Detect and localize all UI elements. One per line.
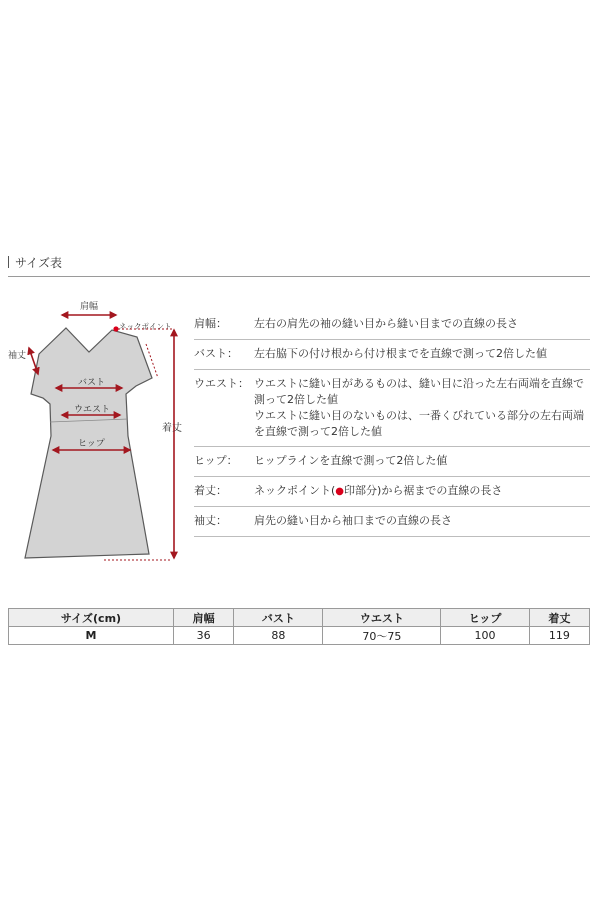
term-hip: ヒップ： <box>194 454 238 467</box>
label-waist: ウエスト <box>74 405 111 415</box>
label-shoulder: 肩幅 <box>80 302 99 312</box>
desc-bust: 左右脇下の付け根から付け根までを直線で測って2倍した値 <box>254 347 547 360</box>
desc-length-part2: 印部分)から裾までの直線の長さ <box>344 484 503 497</box>
cell-bust: 88 <box>234 627 323 645</box>
label-neck-point: ネックポイント <box>119 322 172 331</box>
desc-row-length <box>194 477 590 507</box>
size-table <box>8 608 590 645</box>
cell-waist: 70〜75 <box>323 627 441 645</box>
desc-row-bust <box>194 340 590 370</box>
title-bar <box>8 256 9 268</box>
desc-waist-line3: ウエストに縫い目のないものは、一番くびれている部分の左右両端 <box>254 409 584 422</box>
term-shoulder: 肩幅： <box>194 317 227 330</box>
header-shoulder: 肩幅 <box>174 609 234 627</box>
cell-hip: 100 <box>441 627 529 645</box>
neck-point-dot-glyph: ● <box>335 486 345 497</box>
desc-row-hip <box>194 447 590 477</box>
header-waist: ウエスト <box>323 609 441 627</box>
sleeve-arrow <box>29 348 38 374</box>
header-hip: ヒップ <box>441 609 529 627</box>
desc-row-sleeve <box>194 507 590 537</box>
cell-length: 119 <box>529 627 589 645</box>
desc-hip: ヒップラインを直線で測って2倍した値 <box>254 454 448 467</box>
term-waist: ウエスト： <box>194 377 249 390</box>
cell-shoulder: 36 <box>174 627 234 645</box>
desc-row-shoulder <box>194 310 590 340</box>
table-row <box>9 627 590 645</box>
desc-shoulder: 左右の肩先の袖の縫い目から縫い目までの直線の長さ <box>254 317 518 330</box>
desc-waist-line2: 測って2倍した値 <box>254 393 338 406</box>
header-length: 着丈 <box>529 609 589 627</box>
measurement-descriptions <box>194 310 590 537</box>
term-sleeve: 袖丈： <box>194 514 227 527</box>
section-title <box>8 254 590 277</box>
label-sleeve: 袖丈 <box>8 351 27 361</box>
desc-length-part1: ネックポイント( <box>254 484 336 497</box>
desc-sleeve: 肩先の縫い目から袖口までの直線の長さ <box>254 514 452 527</box>
cell-size: M <box>9 627 174 645</box>
section-title-text: サイズ表 <box>15 256 63 270</box>
label-hip: ヒップ <box>78 439 105 449</box>
desc-row-waist <box>194 370 590 447</box>
term-bust: バスト： <box>194 347 238 360</box>
label-bust: バスト <box>78 378 106 388</box>
header-size: サイズ(cm) <box>9 609 174 627</box>
neck-point-dot <box>113 326 118 331</box>
term-length: 着丈： <box>194 484 227 497</box>
desc-waist-line4: を直線で測って2倍した値 <box>254 425 382 438</box>
header-bust: バスト <box>234 609 323 627</box>
dress-diagram <box>6 294 190 570</box>
desc-waist-line1: ウエストに縫い目があるものは、縫い目に沿った左右両端を直線で <box>254 377 584 390</box>
label-length: 着丈 <box>162 423 182 434</box>
size-table-header <box>9 609 590 627</box>
